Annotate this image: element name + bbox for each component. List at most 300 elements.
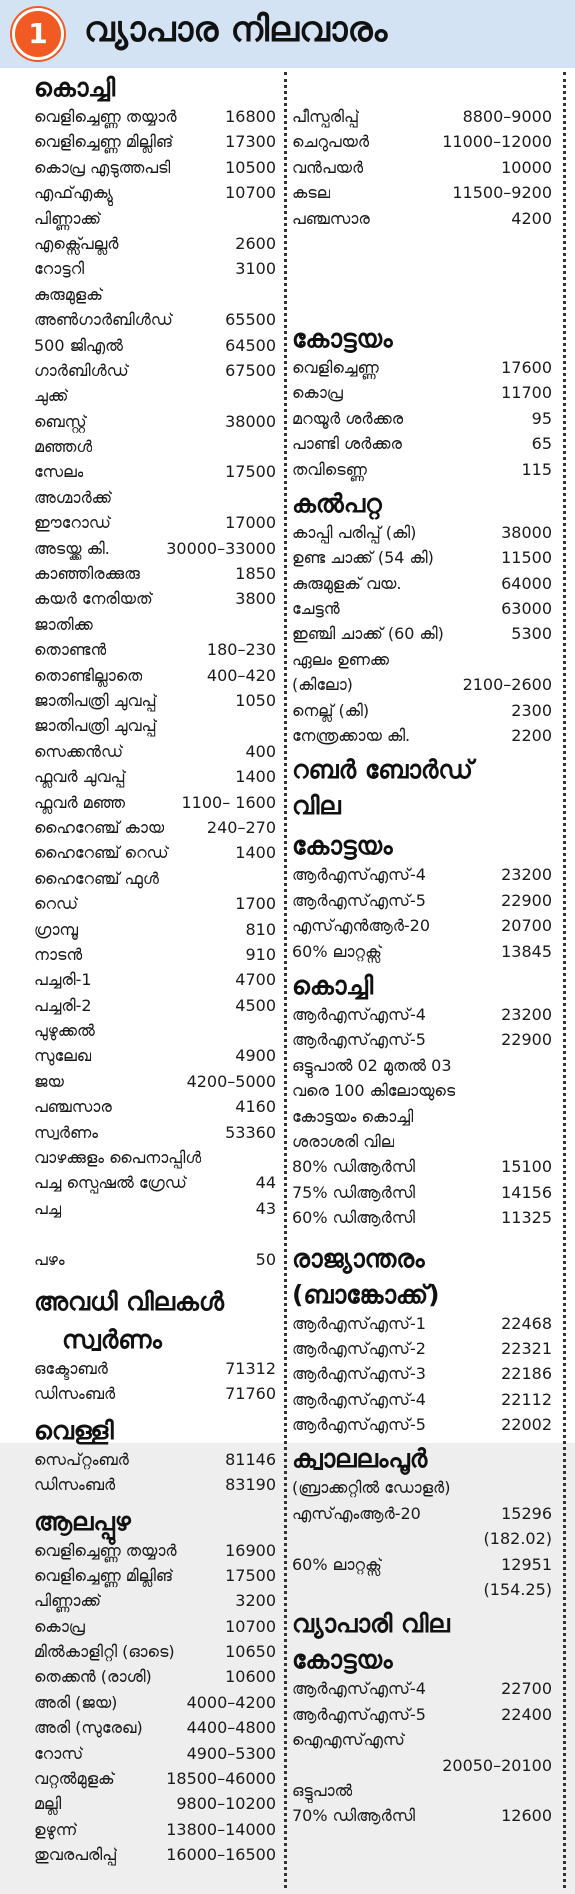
item-price: 4200–5000 — [186, 1071, 276, 1091]
note-line — [292, 1129, 552, 1154]
rubber-kochi-drc-list — [292, 1154, 552, 1230]
item-name: കടല — [292, 183, 331, 203]
price-row — [34, 1715, 276, 1740]
item-name: ഗ്രാമ്പൂ — [34, 919, 79, 939]
column-divider — [284, 72, 287, 1888]
price-row — [34, 1145, 276, 1170]
item-price: 23200 — [501, 1004, 552, 1024]
item-price: 81146 — [225, 1449, 276, 1469]
item-price: 9800–10200 — [176, 1794, 276, 1814]
item-name: ചെറുപയർ — [292, 132, 370, 152]
item-price: 4900–5300 — [186, 1743, 276, 1763]
item-name: ആർഎസ്എസ്-5 — [292, 890, 426, 910]
item-name: പഴം — [34, 1249, 65, 1269]
note-text: കോട്ടയം കൊച്ചി — [292, 1106, 414, 1126]
item-name: വെളിച്ചെണ്ണ — [292, 357, 379, 377]
item-name: കൊപ്ര എടുത്തപടി — [34, 157, 171, 177]
item-price: 240–270 — [206, 817, 276, 837]
item-price: 4000–4200 — [186, 1692, 276, 1712]
item-name: വെളിച്ചെണ്ണ തയ്യാർ — [34, 1540, 177, 1560]
price-row — [34, 1766, 276, 1791]
item-name: സ്വർണം — [34, 1122, 98, 1142]
price-row — [34, 1614, 276, 1639]
item-price: 16000–16500 — [166, 1845, 276, 1865]
item-name: അരി (സുരേഖ) — [34, 1718, 143, 1738]
item-price: 22468 — [501, 1313, 552, 1333]
section-title-international: രാജ്യാന്തരം — [292, 1243, 425, 1273]
item-name: വെളിച്ചെണ്ണ മില്ലിങ് — [34, 1565, 174, 1585]
item-name: ഉണ്ട ചാക്ക് (54 കി) — [292, 548, 434, 568]
item-name: സുലേഖ — [34, 1046, 92, 1066]
price-row — [292, 355, 552, 380]
item-name: അരി (ജയ) — [34, 1692, 118, 1712]
item-price: 13800–14000 — [166, 1819, 276, 1839]
item-name: ഡിസംബർ — [34, 1475, 116, 1495]
price-row — [34, 739, 276, 764]
note-text: വരെ 100 കിലോയുടെ — [292, 1081, 456, 1101]
price-row — [34, 1588, 276, 1613]
item-price: 17500 — [225, 1565, 276, 1585]
item-price: 65500 — [225, 310, 276, 330]
item-name: എക്സ്പെല്ലർ — [34, 233, 119, 253]
item-name: ഒക്ടോബർ — [34, 1358, 108, 1378]
item-name: തൊണ്ടില്ലാതെ — [34, 665, 143, 685]
item-price: 22900 — [501, 1030, 552, 1050]
item-name: എഫ്എക്യു — [34, 183, 113, 203]
section-title-gold: സ്വർണം — [62, 1324, 162, 1354]
kochi-price-list — [34, 104, 276, 1272]
item-price: 4160 — [235, 1097, 276, 1117]
item-price: 95 — [531, 408, 552, 428]
price-row — [34, 536, 276, 561]
price-row — [292, 520, 552, 545]
item-price: 14156 — [501, 1182, 552, 1202]
price-row — [34, 1690, 276, 1715]
item-price: 43 — [255, 1198, 276, 1218]
item-name: പീസ്പരിപ്പ് — [292, 107, 360, 126]
item-name: ആർഎസ്എസ്-3 — [292, 1364, 426, 1384]
note-text: ശരാശരി വില — [292, 1131, 395, 1151]
price-row — [292, 1526, 552, 1551]
rubber-kottayam-list — [292, 862, 552, 964]
item-name: മറയൂർ ശർക്കര — [292, 408, 404, 428]
item-price: 65 — [531, 434, 552, 454]
price-row — [292, 104, 552, 129]
price-row — [34, 358, 276, 383]
item-price: 16900 — [225, 1540, 276, 1560]
item-price: 71760 — [225, 1384, 276, 1404]
price-row — [34, 1043, 276, 1068]
price-row — [34, 840, 276, 865]
item-price: 400–420 — [206, 665, 276, 685]
price-row — [292, 129, 552, 154]
item-name: ആർഎസ്എസ്-5 — [292, 1030, 426, 1050]
section-subtitle-bangkok: (ബാങ്കോക്ക്) — [292, 1279, 440, 1309]
price-row — [34, 1817, 276, 1842]
price-row — [34, 688, 276, 713]
note-line — [292, 1104, 552, 1129]
item-name: തൊണ്ടൻ — [34, 640, 107, 660]
price-row — [292, 1676, 552, 1701]
price-row — [34, 510, 276, 535]
note-line — [292, 1078, 552, 1103]
price-row — [292, 1727, 552, 1752]
price-row — [34, 129, 276, 154]
item-price: 15100 — [501, 1157, 552, 1177]
price-row — [292, 596, 552, 621]
price-row — [292, 155, 552, 180]
item-price: 18500–46000 — [166, 1769, 276, 1789]
price-row — [34, 713, 276, 738]
item-price: 4500 — [235, 995, 276, 1015]
note-line — [292, 1053, 552, 1078]
item-name: 75% ഡിആർസി — [292, 1182, 416, 1202]
item-name: അടയ്ക്ക കി. — [34, 538, 110, 558]
item-name: വാഴക്കുളം പൈനാപ്പിൾ — [34, 1148, 202, 1168]
price-row — [34, 180, 276, 205]
price-row — [34, 942, 276, 967]
item-price: 11325 — [501, 1208, 552, 1228]
price-row — [292, 888, 552, 913]
item-name: റോസ് — [34, 1743, 84, 1763]
price-row — [292, 457, 552, 482]
item-price: 2600 — [235, 233, 276, 253]
item-price: 8800–9000 — [462, 107, 552, 126]
price-row — [34, 1639, 276, 1664]
item-price: 20700 — [501, 916, 552, 936]
item-name: സേലം — [34, 462, 84, 482]
item-price: 53360 — [225, 1122, 276, 1142]
item-price: 13845 — [501, 941, 552, 961]
item-name: പച്ചരി-2 — [34, 995, 92, 1015]
item-name: പുഴുക്കൽ — [34, 1021, 95, 1041]
price-row — [292, 1412, 552, 1437]
price-row — [34, 1741, 276, 1766]
price-row — [34, 917, 276, 942]
section-title-kochi: കൊച്ചി — [34, 73, 116, 102]
item-price: 63000 — [501, 599, 552, 619]
item-price: 3800 — [235, 589, 276, 609]
section-title-kalpetta: കൽപറ്റ — [292, 488, 382, 518]
item-price: 83190 — [225, 1475, 276, 1495]
item-name: 500 ജിഎൽ — [34, 335, 123, 355]
item-price: 2300 — [511, 700, 552, 720]
item-name: മഞ്ഞൾ — [34, 437, 93, 457]
item-price: 10700 — [225, 1616, 276, 1636]
price-row — [292, 1180, 552, 1205]
price-row — [34, 612, 276, 637]
item-name: പച്ച — [34, 1198, 62, 1218]
item-price: 10500 — [225, 157, 276, 177]
price-row — [292, 1154, 552, 1179]
price-row — [292, 1361, 552, 1386]
price-row — [292, 1387, 552, 1412]
item-name: സെക്കൻഡ് — [34, 741, 124, 761]
price-row — [34, 383, 276, 408]
price-row — [292, 380, 552, 405]
price-row — [34, 1538, 276, 1563]
section-subtitle-rubber-board: വില — [292, 791, 341, 821]
price-row — [292, 1753, 552, 1778]
kochi-continued-list — [292, 104, 552, 231]
item-name: പിണ്ണാക്ക് — [34, 208, 102, 228]
price-row — [34, 993, 276, 1018]
item-price: 1400 — [235, 843, 276, 863]
price-row — [34, 485, 276, 510]
item-price: 10000 — [501, 157, 552, 177]
price-row — [292, 862, 552, 887]
section-title-rb-kottayam: കോട്ടയം — [292, 831, 393, 861]
trader-kottayam-list — [292, 1676, 552, 1828]
price-row — [292, 545, 552, 570]
price-row — [34, 790, 276, 815]
item-price: 44 — [255, 1173, 276, 1193]
item-name: ആർഎസ്എസ്-1 — [292, 1313, 426, 1333]
section-title-rubber-board: റബർ ബോർഡ് — [292, 755, 473, 785]
item-price: 71312 — [225, 1358, 276, 1378]
item-name: ഡിസംബർ — [34, 1384, 116, 1404]
price-row — [34, 815, 276, 840]
price-row — [34, 1094, 276, 1119]
item-name: ആർഎസ്എസ്-5 — [292, 1704, 426, 1724]
gold-futures-list — [34, 1356, 276, 1407]
item-price: 4200 — [511, 208, 552, 228]
price-row — [292, 1577, 552, 1602]
price-row — [34, 1247, 276, 1272]
item-name: മിൽകാളിറ്റി (ഓടെ) — [34, 1642, 175, 1662]
silver-futures-list — [34, 1447, 276, 1498]
item-price: 15296 — [501, 1503, 552, 1523]
price-row — [34, 1196, 276, 1221]
price-row — [292, 180, 552, 205]
item-name: നാടൻ — [34, 944, 83, 964]
price-row — [292, 1336, 552, 1361]
item-price: 50 — [255, 1249, 276, 1269]
page-title: വ്യാപാര നിലവാരം — [84, 10, 388, 50]
item-price: 180–230 — [206, 640, 276, 660]
item-price: 22112 — [501, 1389, 552, 1409]
section-title-futures: അവധി വിലകൾ — [34, 1286, 224, 1316]
item-name: ആർഎസ്എസ്-4 — [292, 865, 426, 885]
item-price: 4400–4800 — [186, 1718, 276, 1738]
item-price: 10600 — [225, 1667, 276, 1687]
item-name: ഫ്ലവർ ചുവപ്പ് — [34, 767, 126, 787]
section-title-rb-kochi: കൊച്ചി — [292, 970, 374, 1000]
price-row — [34, 333, 276, 358]
item-price: 17500 — [225, 462, 276, 482]
item-name: ഹൈറേഞ്ച് കായ — [34, 817, 165, 837]
price-row — [292, 939, 552, 964]
item-name: തുവരപരിപ്പ് — [34, 1845, 118, 1865]
item-price: 64500 — [225, 335, 276, 355]
item-name: വൻപയർ — [292, 157, 364, 177]
price-row — [292, 1501, 552, 1526]
price-row — [292, 431, 552, 456]
item-price: 30000–33000 — [166, 538, 276, 558]
price-row — [292, 206, 552, 231]
item-price: 4700 — [235, 970, 276, 990]
item-price: 12600 — [501, 1806, 552, 1826]
item-name: ഐഎസ്എസ് — [292, 1730, 405, 1750]
left-column — [34, 72, 276, 1868]
item-price: 22700 — [501, 1679, 552, 1699]
item-price: 3100 — [235, 259, 276, 279]
price-row — [292, 1803, 552, 1828]
item-price: 11000–12000 — [442, 132, 552, 152]
price-row — [292, 1778, 552, 1803]
item-name: ജാതിക്ക — [34, 614, 93, 634]
item-name: എസ്എൻആർ-20 — [292, 916, 431, 936]
price-row — [34, 155, 276, 180]
price-row — [34, 1356, 276, 1381]
item-price: (154.25) — [483, 1580, 552, 1600]
rubber-kochi-list — [292, 1002, 552, 1053]
item-name: ജയ — [34, 1071, 64, 1091]
price-row — [34, 663, 276, 688]
item-name: ആർഎസ്എസ്-4 — [292, 1389, 426, 1409]
price-row — [34, 1170, 276, 1195]
item-name: പാണ്ടി ശർക്കര — [292, 434, 402, 454]
price-row — [34, 1381, 276, 1406]
item-name: 60% ഡിആർസി — [292, 1208, 416, 1228]
item-name: തവിടെണ്ണ — [292, 459, 367, 479]
item-name: ഹൈറേഞ്ച് റെഡ് — [34, 843, 169, 863]
price-row — [292, 1552, 552, 1577]
section-title-alappuzha: ആലപ്പുഴ — [34, 1506, 131, 1536]
price-row — [34, 1221, 276, 1246]
item-name: ഏലം ഉണക്ക — [292, 649, 390, 669]
header-banner — [0, 0, 575, 68]
price-row — [292, 621, 552, 646]
item-name: കാപ്പി പരിപ്പ് (കി) — [292, 522, 417, 542]
item-name: കുരുമുളക് വയ. — [292, 573, 402, 593]
item-price: 64000 — [501, 573, 552, 593]
item-name: റോട്ടറി — [34, 259, 85, 279]
item-name: ആർഎസ്എസ്-2 — [292, 1338, 426, 1358]
rubber-kochi-note — [292, 1053, 552, 1155]
price-row — [34, 231, 276, 256]
price-row — [34, 307, 276, 332]
item-price: 22400 — [501, 1704, 552, 1724]
item-price: 810 — [245, 919, 276, 939]
item-price: 11500–9200 — [452, 183, 552, 203]
price-row — [34, 891, 276, 916]
number-badge: 1 — [12, 8, 64, 60]
item-price: (182.02) — [483, 1529, 552, 1549]
item-price: 17000 — [225, 513, 276, 533]
item-price: 38000 — [225, 411, 276, 431]
item-price: 115 — [521, 459, 552, 479]
item-name: 60% ലാറ്റക്സ് — [292, 1554, 382, 1574]
item-price: 16800 — [225, 107, 276, 126]
item-name: വറ്റൽമുളക് — [34, 1769, 115, 1789]
item-price: 2200 — [511, 726, 552, 746]
price-row — [292, 698, 552, 723]
item-name: കുരുമുളക് — [34, 284, 103, 304]
price-row — [292, 571, 552, 596]
item-name: പഞ്ചസാര — [34, 1097, 112, 1117]
item-price: 11700 — [501, 383, 552, 403]
item-name: നേന്ത്രക്കായ കി. — [292, 726, 411, 746]
item-price: 23200 — [501, 865, 552, 885]
item-price: 22900 — [501, 890, 552, 910]
price-row — [292, 1311, 552, 1336]
kalpetta-price-list — [292, 520, 552, 749]
item-name: പച്ചരി-1 — [34, 970, 92, 990]
section-title-silver: വെള്ളി — [34, 1415, 114, 1445]
item-price: 22002 — [501, 1415, 552, 1435]
item-price: 67500 — [225, 360, 276, 380]
item-name: കാഞ്ഞിരക്കുരു — [34, 564, 140, 584]
item-name: പഞ്ചസാര — [292, 208, 370, 228]
item-price: 12951 — [501, 1554, 552, 1574]
item-price: 11500 — [501, 548, 552, 568]
section-title-trader-price: വ്യാപാരി വില — [292, 1609, 450, 1639]
item-name: ആർഎസ്എസ്-5 — [292, 1415, 426, 1435]
right-column — [292, 72, 552, 1829]
item-name: ജാതിപത്രി ചുവപ്പ് — [34, 690, 157, 710]
price-row — [34, 282, 276, 307]
item-name: ഗാർബിൾഡ് — [34, 360, 129, 380]
item-name: ഒട്ടുപാൽ — [292, 1780, 353, 1800]
right-border — [563, 72, 566, 1888]
section-title-trader-kottayam: കോട്ടയം — [292, 1645, 393, 1675]
price-row — [34, 459, 276, 484]
item-name: അൺഗാർബിൾഡ് — [34, 310, 173, 330]
item-name: വെളിച്ചെണ്ണ തയ്യാർ — [34, 107, 177, 126]
item-name: മല്ലി — [34, 1794, 62, 1814]
item-price: 3200 — [235, 1591, 276, 1611]
price-row — [34, 409, 276, 434]
price-row — [292, 406, 552, 431]
item-price: 22321 — [501, 1338, 552, 1358]
price-row — [34, 1069, 276, 1094]
item-price: 22186 — [501, 1364, 552, 1384]
price-row — [34, 1120, 276, 1145]
price-row — [34, 256, 276, 281]
item-price: 1850 — [235, 564, 276, 584]
price-row — [34, 1791, 276, 1816]
price-row — [292, 1002, 552, 1027]
item-name: ഉഴുന്ന് — [34, 1819, 78, 1839]
item-name: ഇഞ്ചി ചാക്ക് (60 കി) — [292, 624, 444, 644]
item-price: 10650 — [225, 1642, 276, 1662]
item-name: എസ്എംആർ-20 — [292, 1503, 421, 1523]
item-name: ചേട്ടൻ — [292, 599, 340, 619]
item-name: പിണ്ണാക്ക് — [34, 1591, 102, 1611]
price-row — [34, 637, 276, 662]
item-price: 17600 — [501, 357, 552, 377]
price-row — [34, 1664, 276, 1689]
item-name: ഫ്ലവർ മഞ്ഞ — [34, 792, 126, 812]
price-row — [34, 561, 276, 586]
price-row — [34, 866, 276, 891]
item-price: 2100–2600 — [462, 675, 552, 695]
price-row — [34, 586, 276, 611]
item-name: ഹൈറേഞ്ച് ഫുൾ — [34, 868, 159, 888]
price-row — [292, 723, 552, 748]
price-row — [34, 1842, 276, 1867]
item-price: 400 — [245, 741, 276, 761]
bangkok-price-list — [292, 1311, 552, 1438]
item-name: തെക്കൻ (രാശി) — [34, 1667, 152, 1687]
kl-note: (ബ്രാക്കറ്റിൽ ഡോളർ) — [292, 1478, 451, 1498]
price-row — [292, 672, 552, 697]
item-name: 80% ഡിആർസി — [292, 1157, 416, 1177]
price-row — [292, 1027, 552, 1052]
item-price: 20050–20100 — [442, 1755, 552, 1775]
price-row — [34, 104, 276, 129]
